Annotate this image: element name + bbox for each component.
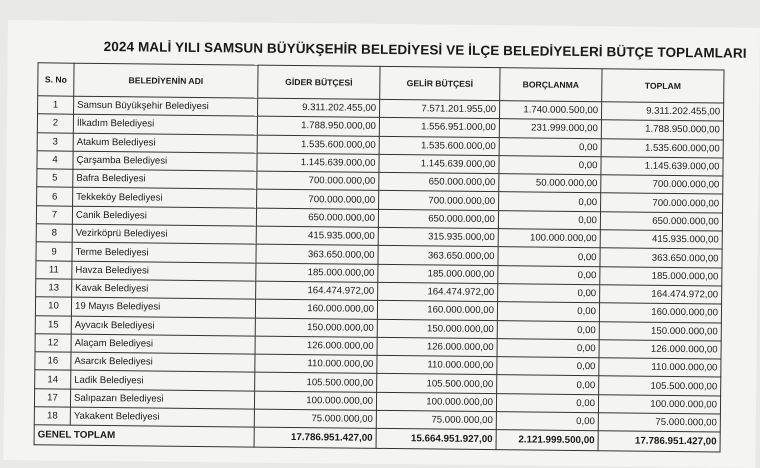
gelir-value: 126.000.000,00 (377, 337, 497, 357)
row-number: 1 (38, 96, 74, 115)
municipality-name: Ayvacık Belediyesi (71, 316, 255, 336)
total-label: GENEL TOPLAM (34, 425, 254, 447)
municipality-name: Vezirköprü Belediyesi (72, 224, 256, 244)
borc-value: 0,00 (499, 137, 601, 156)
municipality-name: Kavak Belediyesi (72, 279, 256, 299)
gider-value: 75.000.000,00 (254, 409, 376, 429)
document-sheet (3, 20, 760, 468)
row-number: 6 (37, 187, 73, 206)
row-number: 3 (37, 132, 73, 151)
municipality-name: 19 Mayıs Belediyesi (71, 297, 255, 317)
gider-value: 700.000.000,00 (257, 171, 379, 191)
toplam-value: 1.535.600.000,00 (601, 138, 723, 158)
gelir-value: 650.000.000,00 (379, 173, 499, 193)
gelir-value: 105.500.000,00 (377, 374, 497, 394)
row-number: 2 (37, 114, 73, 133)
header-name: BELEDİYENİN ADI (74, 63, 258, 98)
borc-value: 0,00 (497, 375, 599, 394)
header-no: S. No (38, 63, 74, 96)
toplam-value: 150.000.000,00 (599, 321, 721, 341)
row-number: 15 (35, 315, 71, 334)
municipality-name: Havza Belediyesi (72, 261, 256, 281)
row-number: 4 (37, 151, 73, 170)
municipality-name: Samsun Büyükşehir Belediyesi (74, 96, 258, 116)
borc-value: 0,00 (499, 156, 601, 175)
row-number: 17 (34, 389, 70, 408)
header-gelir: GELİR BÜTÇESİ (380, 66, 500, 100)
gelir-value: 110.000.000,00 (377, 356, 497, 376)
toplam-value: 105.500.000,00 (599, 376, 721, 396)
row-number: 11 (36, 260, 72, 279)
gider-value: 9.311.202.455,00 (258, 98, 380, 118)
municipality-name: Atakum Belediyesi (73, 133, 257, 153)
borc-value: 1.740.000.500,00 (499, 101, 601, 120)
gelir-value: 75.000.000,00 (376, 410, 496, 430)
municipality-name: Çarşamba Belediyesi (73, 151, 257, 171)
header-borc: BORÇLANMA (500, 68, 602, 102)
gelir-value: 1.535.600.000,00 (379, 136, 499, 156)
gelir-value: 1.145.639.000,00 (379, 154, 499, 174)
gider-value: 363.650.000,00 (256, 244, 378, 264)
municipality-name: İlkadım Belediyesi (73, 114, 257, 134)
municipality-name: Asarcık Belediyesi (71, 352, 255, 372)
row-number: 9 (36, 242, 72, 261)
row-number: 12 (35, 334, 71, 353)
municipality-name: Canik Belediyesi (72, 206, 256, 226)
gider-value: 160.000.000,00 (255, 299, 377, 319)
gider-value: 110.000.000,00 (255, 354, 377, 374)
gider-value: 1.788.950.000,00 (257, 116, 379, 136)
toplam-value: 110.000.000,00 (599, 358, 721, 378)
total-toplam: 17.786.951.427,00 (598, 431, 720, 452)
municipality-name: Terme Belediyesi (72, 243, 256, 263)
borc-value: 0,00 (498, 284, 600, 303)
gider-value: 150.000.000,00 (255, 318, 377, 338)
toplam-value: 75.000.000,00 (598, 413, 720, 433)
gelir-value: 160.000.000,00 (377, 301, 497, 321)
gider-value: 700.000.000,00 (257, 190, 379, 210)
municipality-name: Alaçam Belediyesi (71, 334, 255, 354)
gider-value: 100.000.000,00 (254, 391, 376, 411)
borc-value: 0,00 (499, 192, 601, 211)
gelir-value: 150.000.000,00 (377, 319, 497, 339)
gelir-value: 100.000.000,00 (376, 392, 496, 412)
borc-value: 0,00 (498, 210, 600, 229)
total-borc: 2.121.999.500,00 (496, 430, 598, 451)
total-gelir: 15.664.951.927,00 (376, 429, 496, 450)
row-number: 10 (35, 297, 71, 316)
row-number: 14 (35, 370, 71, 389)
gelir-value: 650.000.000,00 (378, 209, 498, 229)
gelir-value: 315.935.000,00 (378, 227, 498, 247)
municipality-name: Ladik Belediyesi (71, 371, 255, 391)
municipality-name: Yakakent Belediyesi (70, 407, 254, 427)
gider-value: 164.474.972,00 (256, 281, 378, 301)
gelir-value: 164.474.972,00 (378, 282, 498, 302)
toplam-value: 363.650.000,00 (600, 248, 722, 268)
gider-value: 185.000.000,00 (256, 263, 378, 283)
municipality-name: Bafra Belediyesi (73, 169, 257, 189)
gelir-value: 7.571.201.955,00 (379, 99, 499, 119)
gider-value: 415.935.000,00 (256, 226, 378, 246)
toplam-value: 700.000.000,00 (601, 175, 723, 195)
toplam-value: 650.000.000,00 (600, 211, 722, 231)
borc-value: 0,00 (498, 265, 600, 284)
municipality-name: Salıpazarı Belediyesi (70, 389, 254, 409)
borc-value: 50.000.000,00 (499, 174, 601, 193)
gelir-value: 700.000.000,00 (379, 191, 499, 211)
row-number: 8 (36, 224, 72, 243)
borc-value: 0,00 (497, 320, 599, 339)
toplam-value: 164.474.972,00 (600, 285, 722, 305)
borc-value: 0,00 (497, 338, 599, 357)
borc-value: 0,00 (498, 247, 600, 266)
gider-value: 1.535.600.000,00 (257, 135, 379, 155)
borc-value: 0,00 (497, 302, 599, 321)
gider-value: 126.000.000,00 (255, 336, 377, 356)
toplam-value: 160.000.000,00 (599, 303, 721, 323)
header-gider: GİDER BÜTÇESİ (258, 65, 380, 99)
borc-value: 0,00 (496, 393, 598, 412)
toplam-value: 1.788.950.000,00 (601, 120, 723, 140)
gelir-value: 185.000.000,00 (378, 264, 498, 284)
gider-value: 1.145.639.000,00 (257, 153, 379, 173)
toplam-value: 100.000.000,00 (598, 394, 720, 414)
borc-value: 100.000.000,00 (498, 229, 600, 248)
budget-table (34, 62, 725, 453)
row-number: 13 (36, 279, 72, 298)
row-number: 7 (36, 206, 72, 225)
gelir-value: 363.650.000,00 (378, 246, 498, 266)
toplam-value: 9.311.202.455,00 (601, 102, 723, 122)
toplam-value: 185.000.000,00 (600, 266, 722, 286)
borc-value: 231.999.000,00 (499, 119, 601, 138)
row-number: 18 (34, 407, 70, 426)
row-number: 5 (37, 169, 73, 188)
gider-value: 105.500.000,00 (255, 373, 377, 393)
toplam-value: 126.000.000,00 (599, 340, 721, 360)
toplam-value: 1.145.639.000,00 (601, 157, 723, 177)
toplam-value: 415.935.000,00 (600, 230, 722, 250)
borc-value: 0,00 (497, 357, 599, 376)
gider-value: 650.000.000,00 (256, 208, 378, 228)
gelir-value: 1.556.951.000,00 (379, 118, 499, 138)
toplam-value: 700.000.000,00 (601, 193, 723, 213)
borc-value: 0,00 (496, 412, 598, 431)
document-title: 2024 MALİ YILI SAMSUN BÜYÜKŞEHİR BELEDİYESİ VE İLÇE BELEDİYELERİ BÜTÇE TOPLAMLARI (103, 39, 747, 61)
header-toplam: TOPLAM (602, 69, 724, 103)
row-number: 16 (35, 352, 71, 371)
total-gider: 17.786.951.427,00 (254, 427, 376, 448)
municipality-name: Tekkeköy Belediyesi (73, 188, 257, 208)
